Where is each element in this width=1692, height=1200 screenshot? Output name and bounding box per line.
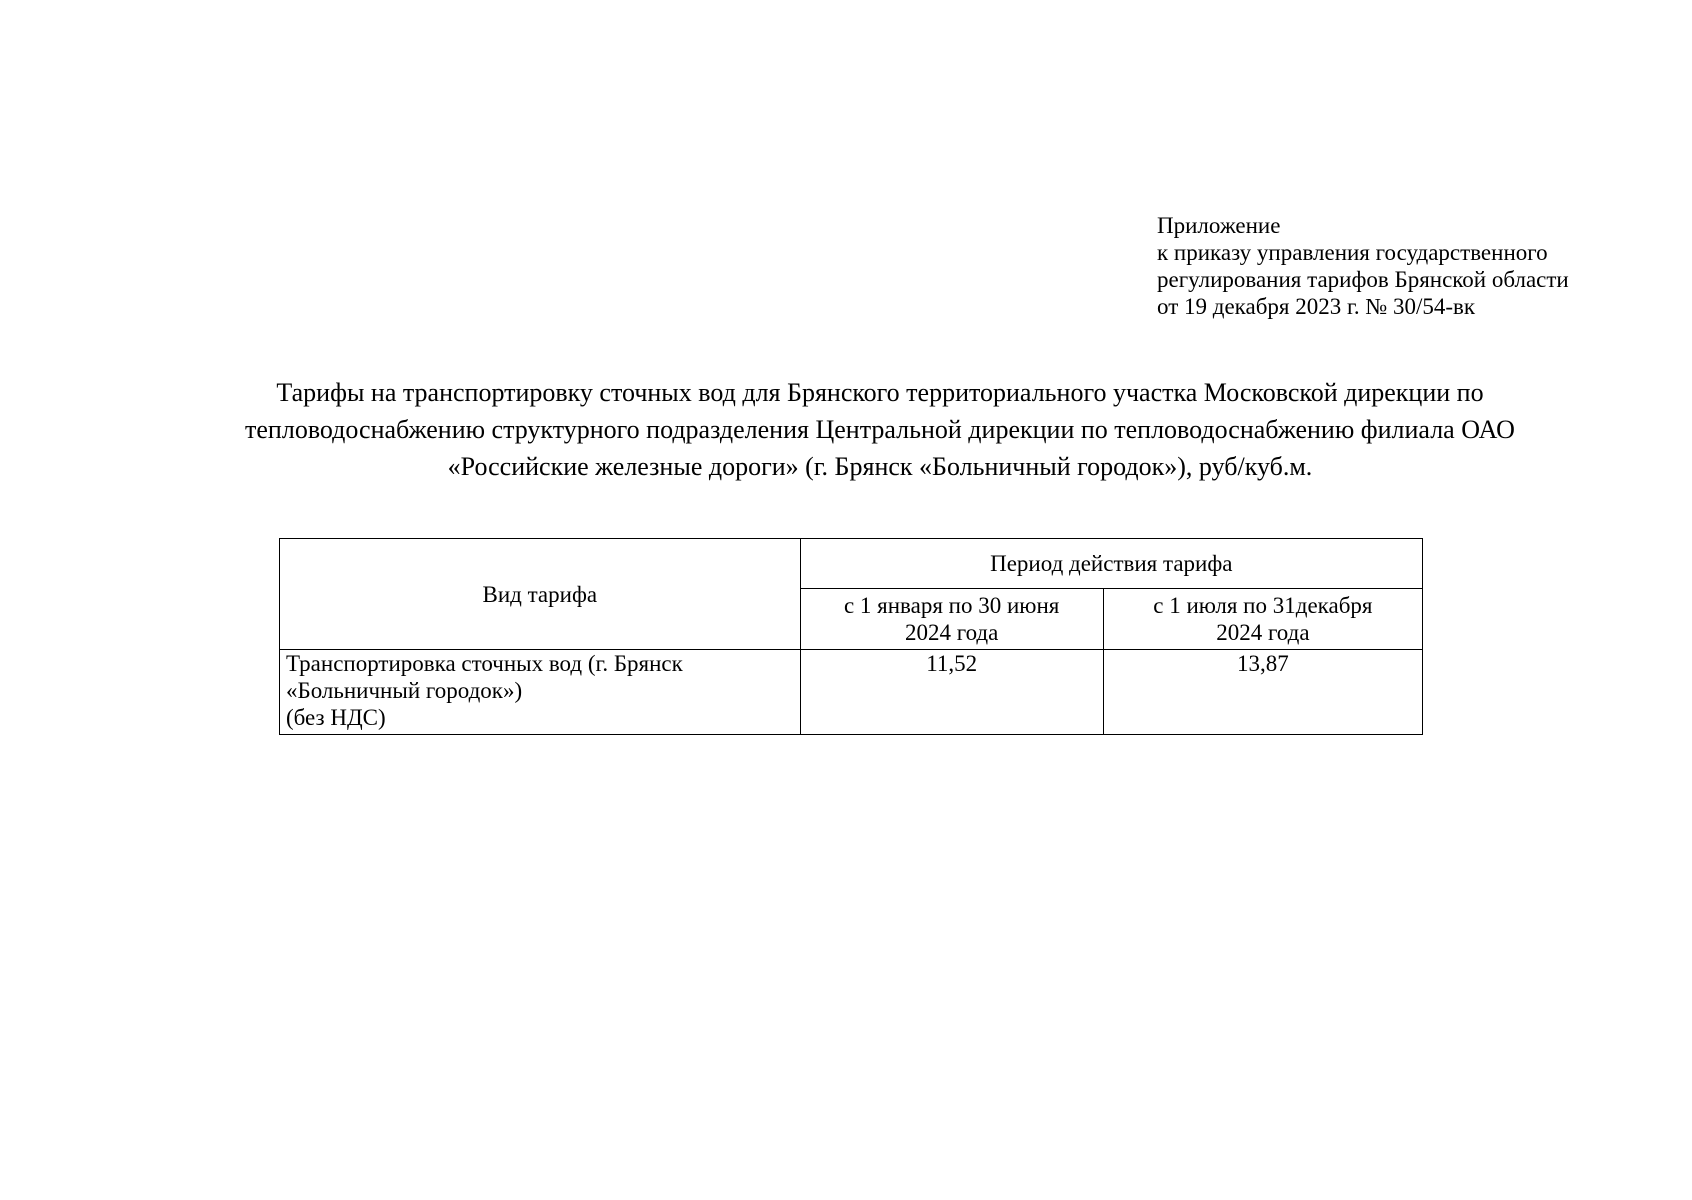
tariff-table [279,538,1423,735]
period-header: Период действия тарифа [800,539,1422,589]
period-1-year: 2024 года [904,620,999,645]
document-title [120,374,1640,485]
tariff-value-period-1: 11,52 [800,650,1103,735]
title-line: Тарифы на транспортировку сточных вод для Брянского территориального участка Московской дирекции по [276,378,1484,407]
period-1-header [800,589,1103,650]
title-line: «Российские железные дороги» (г. Брянск «Больничный городок»), руб/куб.м. [447,452,1313,481]
period-1-dates: с 1 января по 30 июня [843,593,1060,618]
tariff-value-period-2: 13,87 [1103,650,1422,735]
appendix-line: к приказу управления государственного [1157,240,1548,265]
appendix-title: Приложение [1157,213,1281,238]
appendix-line: регулирования тарифов Брянской области [1157,267,1569,292]
tariff-type-line: «Больничный городок») [286,678,523,703]
tariff-type-line: (без НДС) [286,705,386,730]
period-2-year: 2024 года [1216,620,1310,645]
table-row [280,650,1423,735]
tariff-type-line: Транспортировка сточных вод (г. Брянск [286,651,683,676]
tariff-type-header: Вид тарифа [280,539,801,650]
appendix-order-date: от 19 декабря 2023 г. № 30/54-вк [1157,294,1476,319]
period-2-header [1103,589,1422,650]
title-line: тепловодоснабжению структурного подразделения Центральной дирекции по тепловодоснабжению филиала ОАО [245,415,1515,444]
tariff-type-cell [280,650,801,735]
table-header-row [280,539,1423,589]
period-2-dates: с 1 июля по 31декабря [1153,593,1373,618]
appendix-block [1157,212,1569,320]
